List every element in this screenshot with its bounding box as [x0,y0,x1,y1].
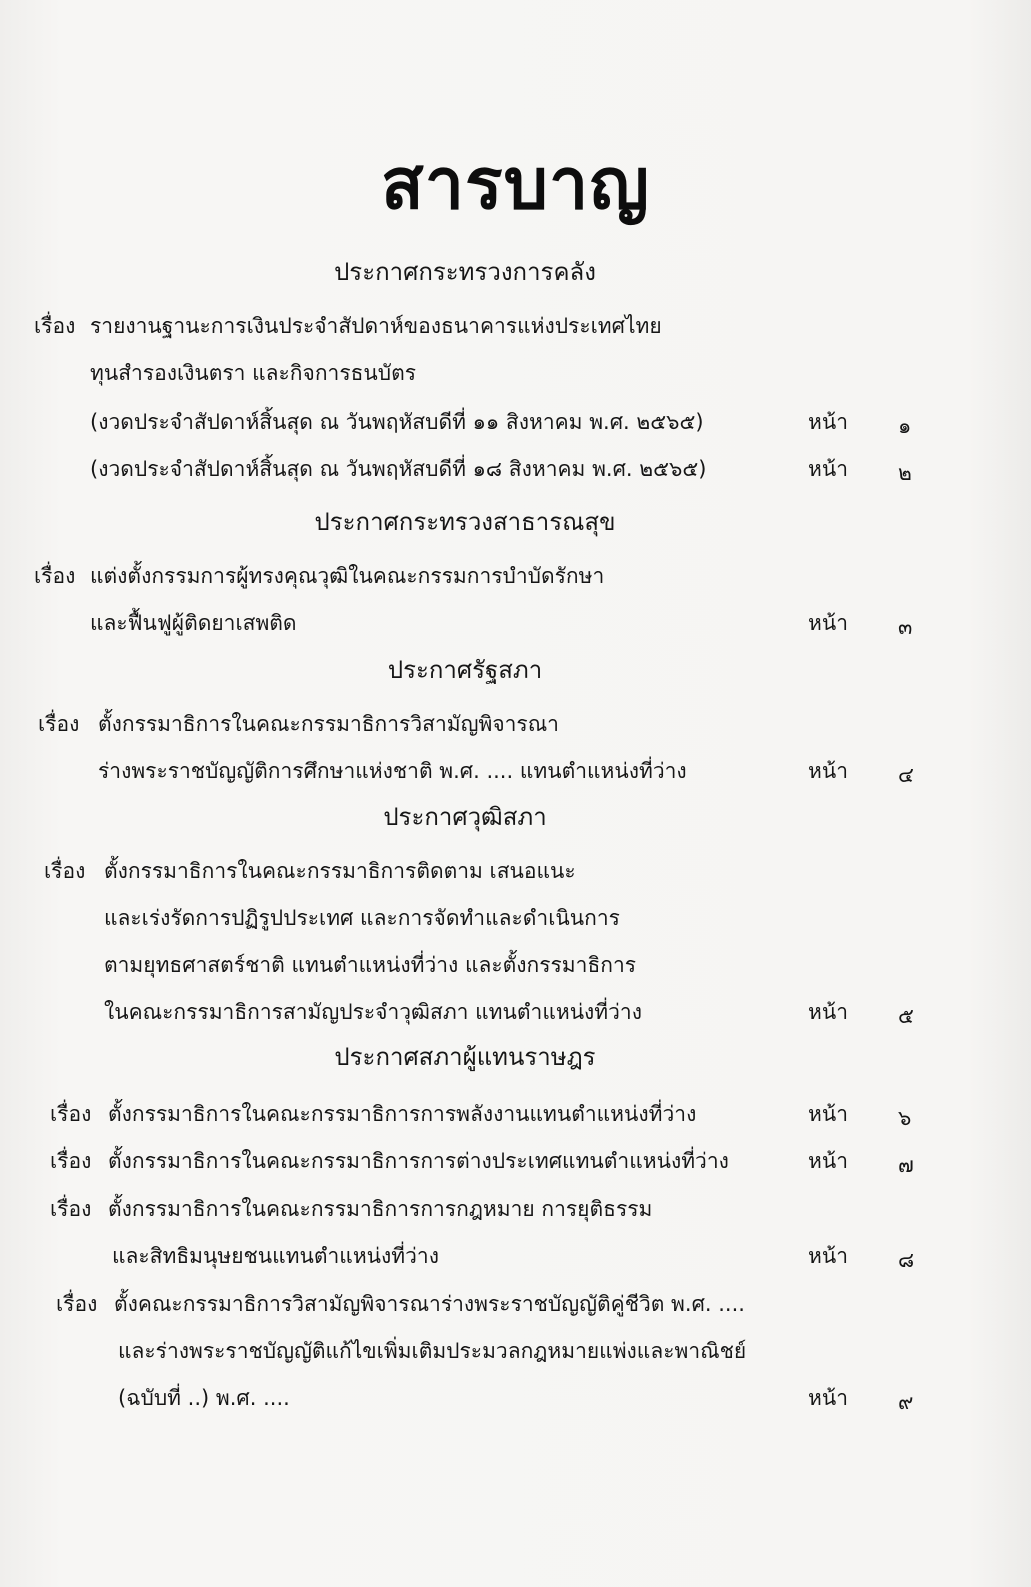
entry-text: (ฉบับที่ ..) พ.ศ. .... [118,1386,290,1410]
page-label: หน้า [808,457,848,481]
entry-text: และฟื้นฟูผู้ติดยาเสพติด [90,611,297,635]
entry-label: เรื่อง [50,1149,92,1173]
entry-text: ทุนสำรองเงินตรา และกิจการธนบัตร [90,361,417,385]
entry-label: เรื่อง [50,1102,92,1126]
page-label: หน้า [808,1386,848,1410]
entry-text: ตั้งคณะกรรมาธิการวิสามัญพิจารณาร่างพระราชบัญญัติคู่ชีวิต พ.ศ. .... [114,1292,745,1316]
entry-text: และสิทธิมนุษยชนแทนตำแหน่งที่ว่าง [112,1244,439,1268]
entry-text: ตั้งกรรมาธิการในคณะกรรมาธิการติดตาม เสนอแนะ [104,859,576,883]
page-title: สารบาญ [380,143,650,225]
entry-text: ตั้งกรรมาธิการในคณะกรรมาธิการวิสามัญพิจารณา [98,712,559,736]
page-number: ๕ [898,1004,914,1028]
entry-subitem: (งวดประจำสัปดาห์สิ้นสุด ณ วันพฤหัสบดีที่ ๑๘ สิงหาคม พ.ศ. ๒๕๖๕) [90,457,707,481]
page-number: ๙ [898,1390,914,1414]
entry-text: และเร่งรัดการปฏิรูปประเทศ และการจัดทำและดำเนินการ [104,906,620,930]
page-number: ๓ [898,615,913,639]
section-heading: ประกาศวุฒิสภา [383,803,547,831]
entry-label: เรื่อง [34,314,76,338]
entry-text: แต่งตั้งกรรมการผู้ทรงคุณวุฒิในคณะกรรมการบำบัดรักษา [90,564,605,588]
page-label: หน้า [808,611,848,635]
entry-text: ร่างพระราชบัญญัติการศึกษาแห่งชาติ พ.ศ. .... แทนตำแหน่งที่ว่าง [98,759,687,783]
entry-text: และร่างพระราชบัญญัติแก้ไขเพิ่มเติมประมวลกฎหมายแพ่งและพาณิชย์ [118,1339,747,1363]
entry-text: รายงานฐานะการเงินประจำสัปดาห์ของธนาคารแห่งประเทศไทย [90,314,662,338]
entry-label: เรื่อง [50,1197,92,1221]
entry-text: ตั้งกรรมาธิการในคณะกรรมาธิการการกฎหมาย การยุติธรรม [108,1197,653,1221]
page-label: หน้า [808,1149,848,1173]
entry-label: เรื่อง [34,564,76,588]
section-heading: ประกาศกระทรวงการคลัง [334,258,596,286]
entry-text: ตามยุทธศาสตร์ชาติ แทนตำแหน่งที่ว่าง และตั้งกรรมาธิการ [104,953,637,977]
page-number: ๘ [898,1248,915,1272]
entry-subitem: (งวดประจำสัปดาห์สิ้นสุด ณ วันพฤหัสบดีที่ ๑๑ สิงหาคม พ.ศ. ๒๕๖๕) [90,410,704,434]
page-number: ๖ [898,1106,912,1130]
page-label: หน้า [808,1000,848,1024]
page-number: ๔ [898,763,914,787]
page-label: หน้า [808,410,848,434]
entry-text: ตั้งกรรมาธิการในคณะกรรมาธิการการต่างประเทศแทนตำแหน่งที่ว่าง [108,1149,729,1173]
page-number: ๗ [898,1153,914,1177]
page-label: หน้า [808,1102,848,1126]
section-heading: ประกาศกระทรวงสาธารณสุข [314,508,616,536]
section-heading: ประกาศรัฐสภา [387,656,543,684]
page-number: ๒ [898,461,912,485]
entry-label: เรื่อง [56,1292,98,1316]
entry-text: ในคณะกรรมาธิการสามัญประจำวุฒิสภา แทนตำแหน่งที่ว่าง [104,1000,642,1024]
page-number: ๑ [898,414,912,438]
page-label: หน้า [808,1244,848,1268]
entry-label: เรื่อง [44,859,86,883]
section-heading: ประกาศสภาผู้แทนราษฎร [334,1043,596,1071]
entry-text: ตั้งกรรมาธิการในคณะกรรมาธิการการพลังงานแทนตำแหน่งที่ว่าง [108,1102,697,1126]
page-label: หน้า [808,759,848,783]
entry-label: เรื่อง [38,712,80,736]
